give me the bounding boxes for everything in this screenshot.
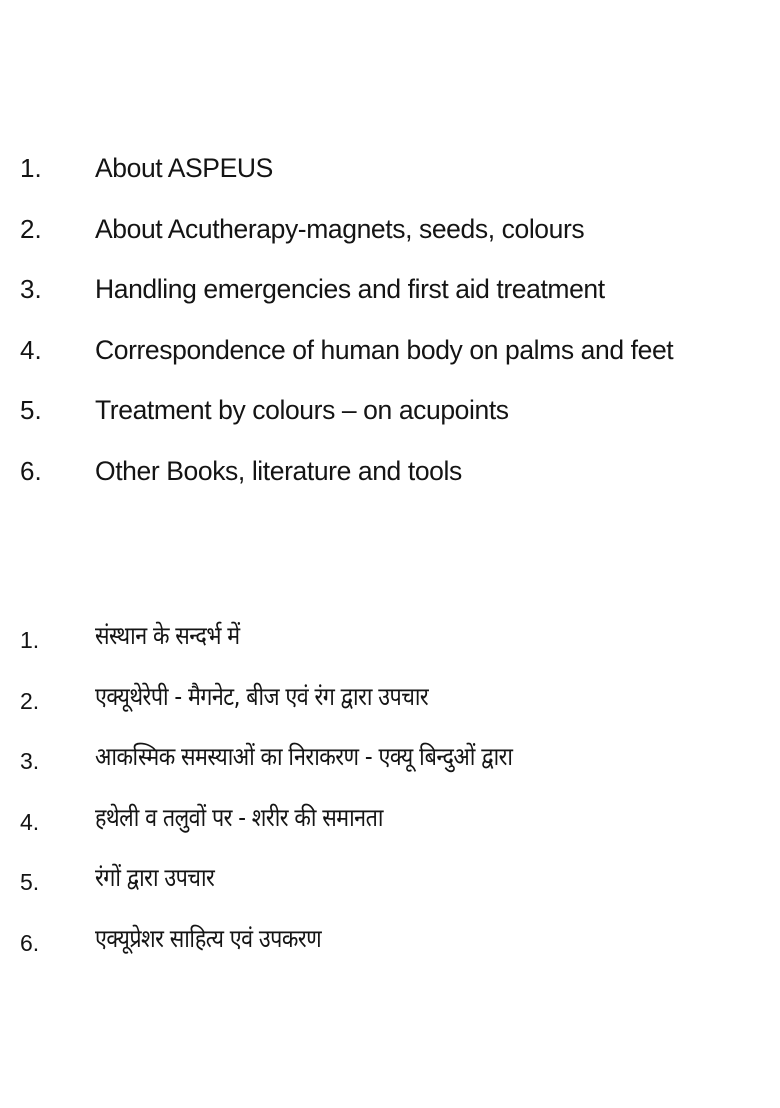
- item-title: रंगों द्वारा उपचार: [95, 863, 215, 892]
- hindi-contents-item: [0, 739, 780, 800]
- item-title: Other Books, literature and tools: [95, 455, 462, 486]
- item-number: 2.: [20, 687, 40, 714]
- item-number: 1.: [20, 627, 40, 653]
- item-title: एक्यूथेरेपी - मैगनेट, बीज एवं रंग द्वारा उपचार: [95, 681, 429, 711]
- english-contents-item: [0, 332, 780, 393]
- item-number: 3.: [20, 274, 42, 304]
- item-title: About ASPEUS: [95, 153, 273, 183]
- item-number: 3.: [20, 748, 40, 774]
- hindi-contents-list: [0, 618, 780, 981]
- item-title: हथेली व तलुवों पर - शरीर की समानता: [95, 802, 383, 832]
- item-title: Correspondence of human body on palms and feet: [95, 334, 674, 365]
- item-number: 4.: [20, 808, 40, 835]
- item-title: Handling emergencies and first aid treatment: [95, 274, 605, 304]
- item-number: 1.: [20, 153, 42, 183]
- item-number: 2.: [20, 213, 42, 244]
- hindi-contents-item: [0, 679, 780, 740]
- item-title: About Acutherapy-magnets, seeds, colours: [95, 213, 585, 244]
- english-contents-item: [0, 392, 780, 453]
- item-title: संस्थान के सन्दर्भ में: [95, 621, 240, 650]
- english-contents-item: [0, 271, 780, 332]
- english-contents-item: [0, 453, 780, 514]
- item-title: आकस्मिक समस्याओं का निराकरण - एक्यू बिन्दुओं द्वारा: [95, 742, 513, 771]
- item-title: Treatment by colours – on acupoints: [95, 395, 509, 425]
- hindi-contents-item: [0, 618, 780, 679]
- item-number: 4.: [20, 334, 42, 365]
- hindi-contents-item: [0, 921, 780, 982]
- hindi-contents-item: [0, 860, 780, 921]
- item-number: 5.: [20, 869, 40, 895]
- hindi-contents-item: [0, 800, 780, 861]
- item-number: 6.: [20, 455, 42, 486]
- english-contents-list: [0, 150, 780, 513]
- item-title: एक्यूप्रेशर साहित्य एवं उपकरण: [95, 923, 322, 953]
- english-contents-item: [0, 211, 780, 272]
- item-number: 6.: [20, 929, 40, 956]
- item-number: 5.: [20, 395, 42, 425]
- english-contents-item: [0, 150, 780, 211]
